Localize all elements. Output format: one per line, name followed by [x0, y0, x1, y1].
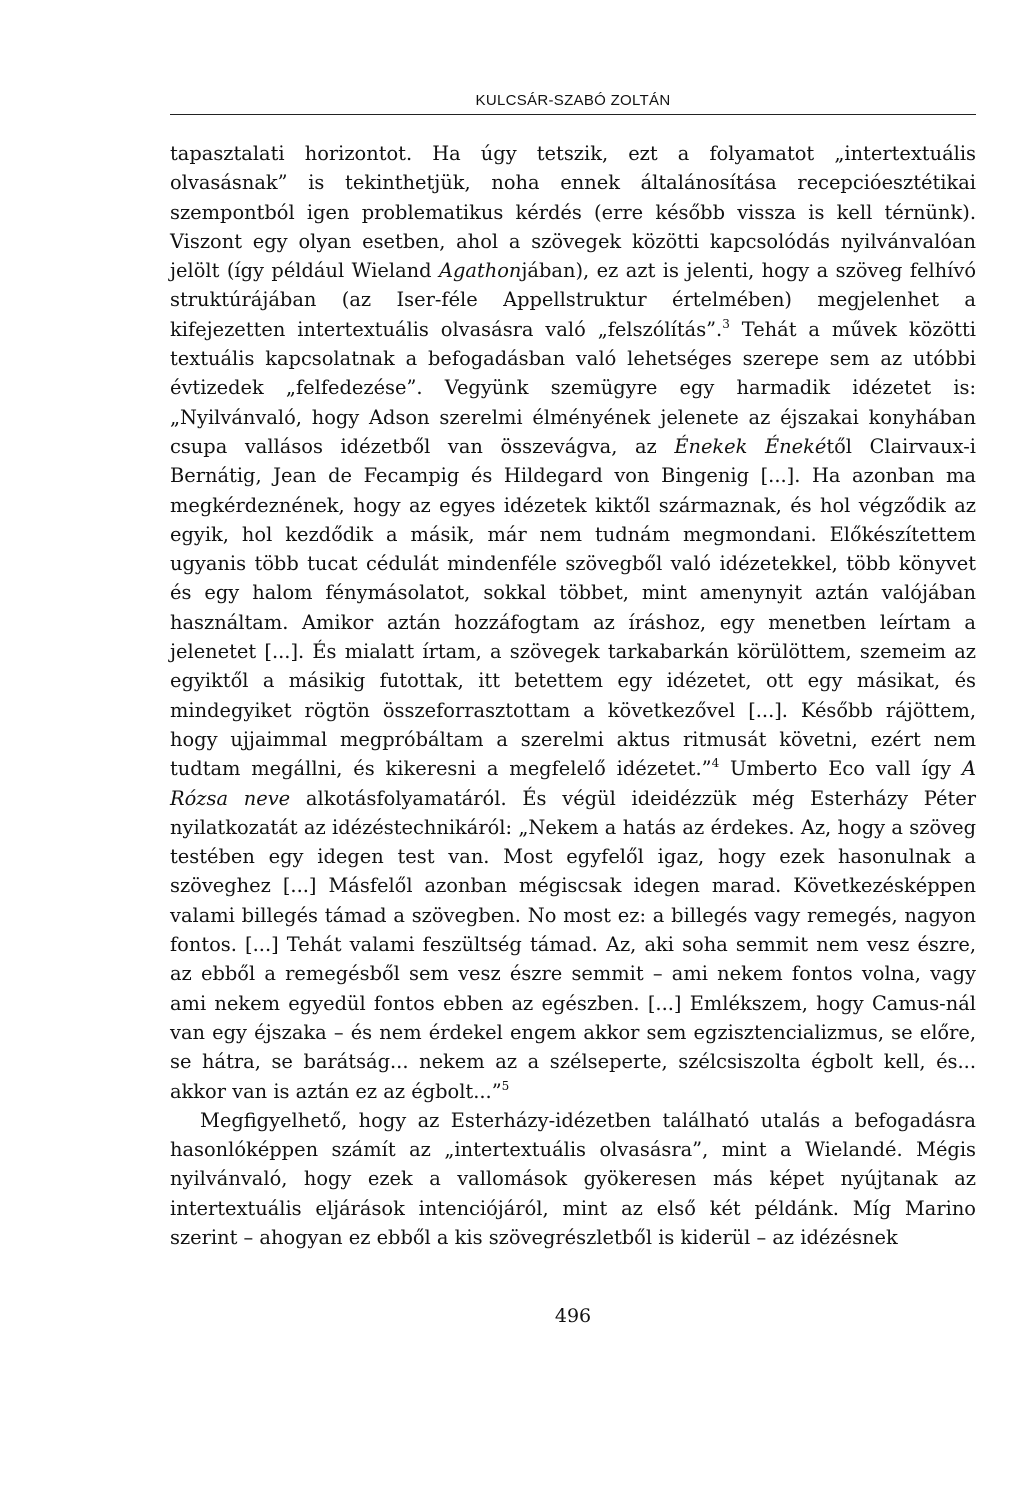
p1-segment-4: től Clairvaux-i Bernátig, Jean de Fecampig és Hildegard von Bingenig [...]. Ha azonban ma megkérdeznének, hogy az egyes idézetek kiktől származnak, és hol végződik az egyik, hol kezdődik a másik, már nem tudnám megmondani. Előkészítettem ugyanis több tucat cédulát mindenféle szövegből való idézetekkel, több könyvet és egy halom fénymásolatot, sokkal többet, mint amenynyit aztán valójában használtam. Amikor aztán hozzáfogtam az íráshoz, egy menetben leírtam a jelenetet [...]. És mialatt írtam, a szövegek tarkabarkán körülöttem, szemeim az egyiktől a másikig futottak, itt betettem egy idézetet, ott egy másikat, és mindegyiket rögtön összeforrasztottam a következővel [...]. Később rájöttem, hogy ujjaimmal megpróbáltam a szerelmi aktus ritmusát követni, ezért nem tudtam megállni, és kikeresni a megfelelő idézetet.” [170, 434, 976, 781]
page-number: 496 [554, 1305, 592, 1327]
p1-italic-rozsa-neve: A Rózsa neve [170, 757, 976, 810]
p1-segment-2: jában), ez azt is jelenti, hogy a szöveg felhívó struktúrájában (az Iser-féle Appellstruktur értelmében) megjelenhet a kifejezetten intertextuális olvasásra való „felszólítás”. [170, 259, 976, 341]
footnote-ref-3[interactable]: 3 [722, 316, 730, 331]
document-page [170, 0, 976, 1490]
p1-segment-1: tapasztalati horizontot. Ha úgy tetszik, ezt a folyamatot „intertextuális olvasásnak” is tekinthetjük, noha ennek általánosítása recepcióesztétikai szempontból igen problematikus kérdés (erre később vissza is kell térnünk). Viszont egy olyan esetben, ahol a szövegek közötti kapcsolódás nyilvánvalóan jelölt (így például Wieland [170, 142, 976, 283]
body-text [170, 139, 976, 1252]
header-rule [170, 114, 976, 115]
p1-italic-agathon: Agathon [439, 259, 522, 283]
p1-segment-6: alkotásfolyamatáról. És végül ideidézzük még Esterházy Péter nyilatkozatát az idézéstechnikáról: „Nekem a hatás az érdekes. Az, hogy a szöveg testében egy idegen test van. Most egyfelől igaz, hogy ezek hasonulnak a szöveghez [...] Másfelől azonban mégiscsak idegen marad. Következésképpen valami billegés támad a szövegben. No most ez: a billegés vagy remegés, nagyon fontos. [...] Tehát valami feszültség támad. Az, aki soha semmit nem vesz észre, az ebből a remegésből sem vesz észre semmit – ami nekem fontos volna, vagy ami nekem egyedül fontos ebben az egészben. [...] Emlékszem, hogy Camus-nál van egy éjszaka – és nem érdekel engem akkor sem egzisztencializmus, se előre, se hátra, se barátság... nekem az a szélseperte, szélcsiszolta égbolt kell, és... akkor van is aztán ez az égbolt...” [170, 786, 976, 1103]
p1-segment-3: Tehát a művek közötti textuális kapcsolatnak a befogadásban való lehetséges szerepe sem az utóbbi évtizedek „felfedezése”. Vegyünk szemügyre egy harmadik idézetet is: „Nyilvánvaló, hogy Adson szerelmi élményének jelenete az éjszakai konyhában csupa vallásos idézetből van összevágva, az [170, 317, 976, 458]
paragraph-1 [170, 139, 976, 1106]
running-head: KULCSÁR-SZABÓ ZOLTÁN [475, 92, 671, 109]
footnote-ref-4[interactable]: 4 [711, 756, 720, 771]
paragraph-2: Megfigyelhető, hogy az Esterházy-idézetben található utalás a befogadásra hasonlóképpen számít az „intertextuális olvasásra”, mint a Wielandé. Mégis nyilvánvaló, hogy ezek a vallomások gyökeresen más képet nyújtanak az intertextuális eljárások intenciójáról, mint az első két példánk. Míg Marino szerint – ahogyan ez ebből a kis szövegrészletből is kiderül – az idézésnek [170, 1108, 976, 1249]
p1-italic-enekek: Énekek Éneké [674, 434, 827, 458]
footnote-ref-5[interactable]: 5 [501, 1078, 510, 1093]
p1-segment-5: Umberto Eco vall így [719, 757, 962, 781]
